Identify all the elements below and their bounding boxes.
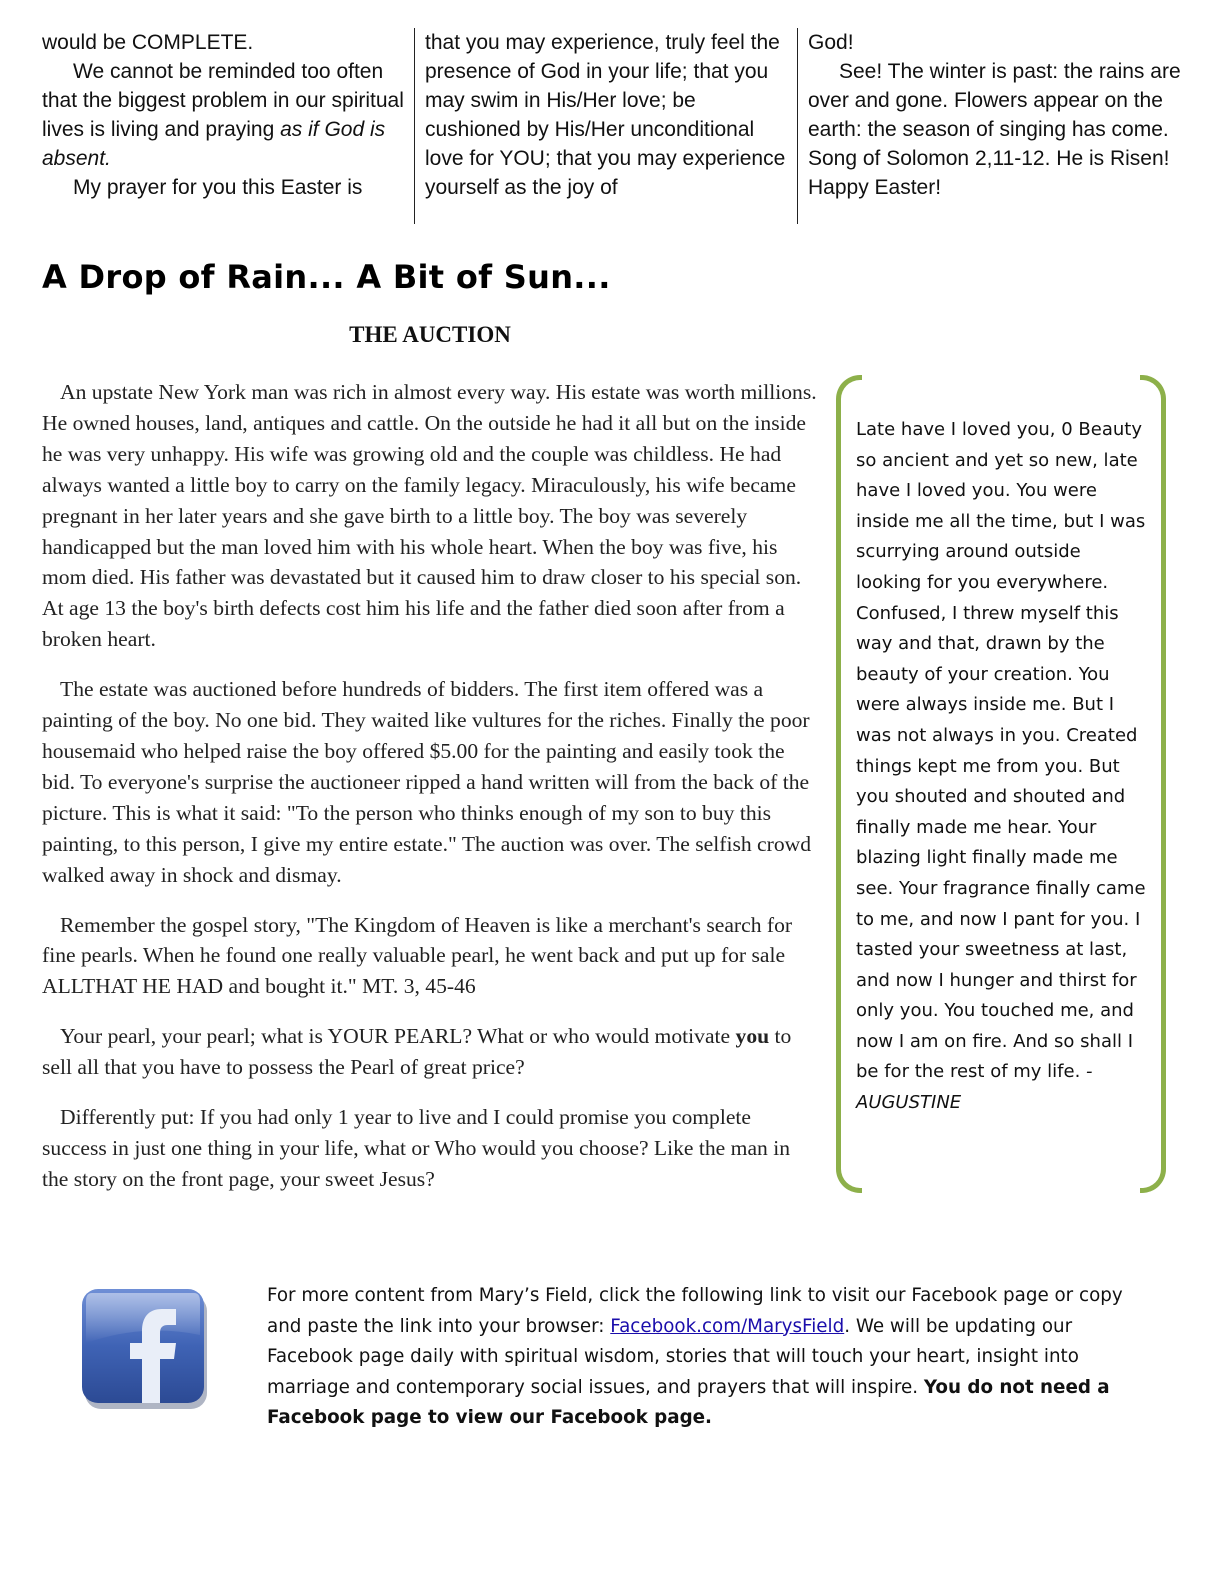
column-2 <box>425 28 787 224</box>
facebook-link[interactable]: Facebook.com/MarysField <box>610 1315 845 1337</box>
quote-text <box>856 415 1146 1119</box>
col1-paragraph-emphasis: as if God is absent. <box>42 118 386 170</box>
section-title: A Drop of Rain... A Bit of Sun... <box>42 258 611 296</box>
col3-line: God! <box>808 31 854 54</box>
col1-paragraph-text: We cannot be reminded too often that the biggest problem in our spiritual lives is living and praying <box>42 60 404 141</box>
facebook-text-a: For more content from Mary’s Field, click the following link to visit our Facebook page or copy and paste the link into your browser: <box>267 1285 1123 1337</box>
story-paragraph-5: Differently put: If you had only 1 year to live and I could promise you complete success in just one thing in your life, what or Who would you choose? Like the man in the story on the front page, your sweet Jesus? <box>42 1105 791 1191</box>
top-columns <box>42 28 1182 224</box>
col1-paragraph <box>42 57 404 173</box>
story-paragraph-3: Remember the gospel story, "The Kingdom of Heaven is like a merchant's search for fine pearls. When he found one really valuable pearl, he went back and put up for sale ALLTHAT HE HAD and bought it." MT. 3, 45-46 <box>42 912 793 999</box>
col2-text: that you may experience, truly feel the presence of God in your life; that you may swim in His/Her love; be cushioned by His/Her unconditional love for YOU; that you may experience yourself as the joy of <box>425 31 786 199</box>
column-divider-2 <box>797 28 798 224</box>
column-divider-1 <box>414 28 415 224</box>
quote-author: - AUGUSTINE <box>856 1061 1093 1114</box>
quote-body: Late have I loved you, 0 Beauty so ancient and yet so new, late have I loved you. You were inside me all the time, but I was scurrying around outside looking for you everywhere. Confused, I threw myself this way and that, drawn by the beauty of your creation. You were always inside me. But I was not always in you. Created things kept me from you. But you shouted and shouted and finally made me hear. Your blazing light finally made me see. Your fragrance finally came to me, and now I pant for you. I tasted your sweetness at last, and now I hunger and thirst for only you. You touched me, and now I am on fire. And so shall I be for the rest of my life. <box>856 419 1146 1083</box>
story-p4-text-b: to sell all that you have to possess the Pearl of great price? <box>42 1024 792 1080</box>
story-p4-text-a: Your pearl, your pearl; what is YOUR PEARL? What or who would motivate <box>60 1024 736 1049</box>
story-paragraph-1: An upstate New York man was rich in almost every way. His estate was worth millions. He owned houses, land, antiques and cattle. On the outside he had it all but on the inside he was very unhappy. His wife was growing old and the couple was childless. He had always wanted a little boy to carry on the family legacy. Miraculously, his wife became pregnant in her later years and she gave birth to a little boy. The boy was severely handicapped but the man loved him with his whole heart. When the boy was five, his mom died. His father was devastated but it caused him to draw closer to his special son. At age 13 the boy's birth defects cost him his life and the father died soon after from a broken heart. <box>42 380 817 652</box>
story-body <box>42 377 820 1214</box>
story-p4-bold: you <box>735 1024 770 1049</box>
col1-prayer-line: My prayer for you this Easter is <box>73 176 363 199</box>
facebook-promo-text <box>267 1281 1127 1434</box>
facebook-icon[interactable] <box>82 1287 208 1411</box>
col3-paragraph: See! The winter is past: the rains are over and gone. Flowers appear on the earth: the season of singing has come. Song of Solomon 2,11-12. He is Risen! Happy Easter! <box>808 60 1181 199</box>
column-3 <box>808 28 1182 224</box>
col1-line: would be COMPLETE. <box>42 31 254 54</box>
story-paragraph-2: The estate was auctioned before hundreds of bidders. The first item offered was a painting of the boy. No one bid. They waited like vultures for the riches. Finally the poor housemaid who helped raise the boy offered $5.00 for the painting and easily took the bid. To everyone's surprise the auctioneer ripped a hand written will from the back of the picture. This is what it said: "To the person who thinks enough of my son to buy this painting, to this person, I give my entire estate." The auction was over. The selfish crowd walked away in shock and dismay. <box>42 677 812 887</box>
quote-box <box>836 375 1166 1193</box>
story-title: THE AUCTION <box>349 322 511 347</box>
facebook-text-bold: You do not need a Facebook page to view our Facebook page. <box>267 1376 1110 1429</box>
column-1 <box>42 28 404 224</box>
story-paragraph-4 <box>42 1021 820 1083</box>
facebook-text-b: . We will be updating our Facebook page daily with spiritual wisdom, stories that will touch your heart, insight into marriage and contemporary social issues, and prayers that will inspire. <box>267 1315 1079 1398</box>
